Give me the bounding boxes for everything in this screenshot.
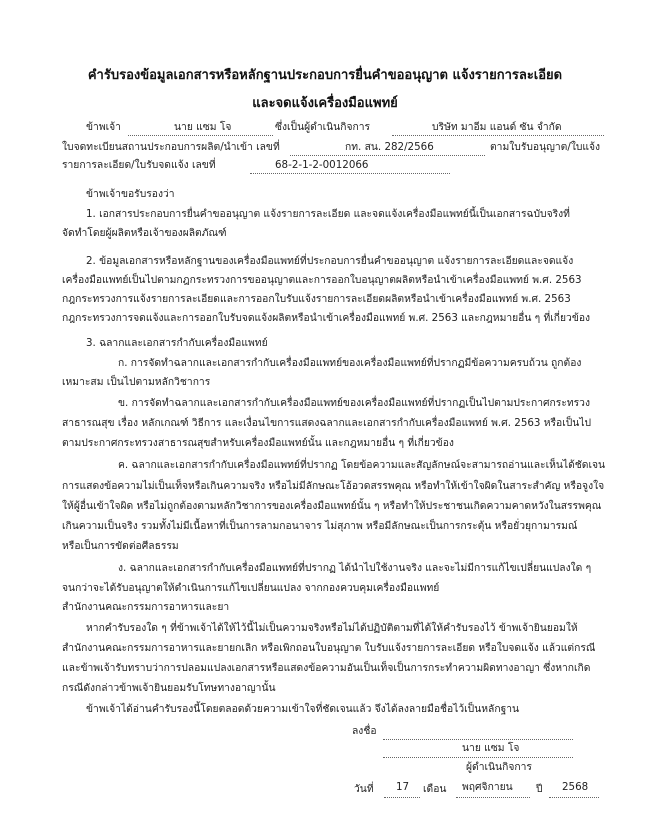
date-day: 17 bbox=[396, 781, 410, 793]
liability-line-3: และข้าพเจ้ารับทราบว่าการปลอมแปลงเอกสารหรือแสดงข้อความอันเป็นเท็จเป็นการกระทำความผิดทางอาญา ซึ่งหากเกิด bbox=[62, 662, 591, 674]
acknowledgement-line: ข้าพเจ้าได้อ่านคำรับรองนี้โดยตลอดด้วยความเข้าใจที่ชัดเจนแล้ว จึงได้ลงลายมือชื่อไว้เป็นหลักฐาน bbox=[86, 703, 520, 715]
signature-underline bbox=[383, 739, 573, 740]
item-3-heading: 3. ฉลากและเอกสารกำกับเครื่องมือแพทย์ bbox=[86, 337, 268, 349]
day-underline bbox=[384, 797, 420, 798]
liability-line-4: กรณีดังกล่าวข้าพเจ้ายินยอมรับโทษทางอาญานั้น bbox=[62, 682, 276, 694]
date-month: พฤศจิกายน bbox=[462, 781, 513, 793]
label-date: วันที่ bbox=[354, 783, 374, 795]
item-3c-line-5: หรือเป็นการขัดต่อศีลธรรม bbox=[62, 540, 179, 552]
item-2-line-3: กฎกระทรวงการแจ้งรายการละเอียดและการออกใบรับแจ้งรายการละเอียดผลิตหรือนำเข้าเครื่องมือแพทย์ พ.ศ. 2563 bbox=[62, 293, 571, 305]
name-underline bbox=[128, 135, 273, 136]
liability-line-1: หากคำรับรองใด ๆ ที่ข้าพเจ้าได้ให้ไว้นี้ไม่เป็นความจริงหรือไม่ได้ปฏิบัติตามที่ได้ให้คำรับรองไว้ ข้าพเจ้ายินยอมให้ bbox=[86, 622, 578, 634]
applicant-name: นาย แซม โจ bbox=[174, 121, 232, 133]
item-1-line-2: จัดทำโดยผู้ผลิตหรือเจ้าของผลิตภัณฑ์ bbox=[62, 227, 227, 239]
label-details: รายการละเอียด/ใบรับจดแจ้ง เลขที่ bbox=[62, 159, 216, 171]
company-underline bbox=[392, 135, 604, 136]
item-3b-line-2: สาธารณสุข เรื่อง หลักเกณฑ์ วิธีการ และเงื่อนไขการแสดงฉลากและเอกสารกำกับเครื่องมือแพทย์ พ.ศ. 2563 หรือเป็นไป bbox=[62, 417, 592, 429]
label-sign: ลงชื่อ bbox=[352, 725, 377, 737]
item-2-line-2: เครื่องมือแพทย์เป็นไปตามกฎกระทรวงการขออนุญาตและการออกใบอนุญาตผลิตหรือนำเข้าเครื่องมือแพทย์ พ.ศ. 2563 bbox=[62, 274, 582, 286]
label-license: ตามใบรับอนุญาต/ใบแจ้ง bbox=[490, 141, 601, 153]
liability-line-2: สำนักงานคณะกรรมการอาหารและยายกเลิก หรือเพิกถอนใบอนุญาต ใบรับแจ้งรายการละเอียด หรือใบจดแจ้ง แล้วแต่กรณี bbox=[62, 642, 596, 654]
item-2-line-4: กฎกระทรวงการจดแจ้งและการออกใบรับจดแจ้งผลิตหรือนำเข้าเครื่องมือแพทย์ พ.ศ. 2563 และกฎหมายอื่น ๆ ที่เกี่ยวข้อง bbox=[62, 312, 591, 324]
document-title-line-2: และจดแจ้งเครื่องมือแพทย์ bbox=[252, 96, 398, 111]
license-underline bbox=[250, 173, 450, 174]
label-year: ปี bbox=[536, 783, 543, 795]
registration-underline bbox=[290, 155, 485, 156]
date-year: 2568 bbox=[562, 781, 589, 793]
item-3a-line-2: เหมาะสม เป็นไปตามหลักวิชาการ bbox=[62, 376, 211, 388]
month-underline bbox=[456, 797, 530, 798]
item-3d-line-3: สำนักงานคณะกรรมการอาหารและยา bbox=[62, 601, 230, 613]
item-3c-line-4: เกินความเป็นจริง รวมทั้งไม่มีเนื้อหาที่เป็นการลามกอนาจาร ไม่สุภาพ หรือมีลักษณะเป็นการกระตุ้น หรือยั่วยุกามารมณ์ bbox=[62, 520, 578, 532]
item-1-line-1: 1. เอกสารประกอบการยื่นคำขออนุญาต แจ้งรายการละเอียด และจดแจ้งเครื่องมือแพทย์นี้เป็นเอกสารฉบับจริงที่ bbox=[86, 208, 570, 220]
registration-number: กท. สน. 282/2566 bbox=[345, 141, 434, 153]
license-number: 68-2-1-2-0012066 bbox=[275, 159, 369, 171]
item-3a-line-1: ก. การจัดทำฉลากและเอกสารกำกับเครื่องมือแพทย์ของเครื่องมือแพทย์ที่ปรากฏมีข้อความครบถ้วน ถูกต้อง bbox=[118, 357, 582, 369]
signer-name-underline bbox=[383, 757, 573, 758]
item-2-line-1: 2. ข้อมูลเอกสารหรือหลักฐานของเครื่องมือแพทย์ที่ประกอบการยื่นคำขออนุญาต แจ้งรายการละเอียดและจดแจ้ง bbox=[86, 255, 574, 267]
label-registration: ใบจดทะเบียนสถานประกอบการผลิต/นำเข้า เลขที่ bbox=[62, 141, 280, 153]
signer-role: ผู้ดำเนินกิจการ bbox=[466, 761, 532, 773]
item-3c-line-2: การแสดงข้อความไม่เป็นเท็จหรือเกินความจริง หรือไม่มีลักษณะโอ้อวดสรรพคุณ หรือทำให้เข้าใจผิดในสาระสำคัญ หรือจูงใจ bbox=[62, 480, 605, 492]
item-3d-line-2: จนกว่าจะได้รับอนุญาตให้ดำเนินการแก้ไขเปลี่ยนแปลง จากกองควบคุมเครื่องมือแพทย์ bbox=[62, 582, 440, 594]
item-3b-line-3: ตามประกาศกระทรวงสาธารณสุขสำหรับเครื่องมือแพทย์นั้น และกฎหมายอื่น ๆ ที่เกี่ยวข้อง bbox=[62, 437, 454, 449]
item-3c-line-1: ค. ฉลากและเอกสารกำกับเครื่องมือแพทย์ที่ปรากฏ โดยข้อความและสัญลักษณ์จะสามารถอ่านและเห็นได้ชัดเจน bbox=[118, 459, 606, 471]
certify-heading: ข้าพเจ้าขอรับรองว่า bbox=[86, 188, 175, 200]
label-operator: ซึ่งเป็นผู้ดำเนินกิจการ bbox=[275, 121, 371, 133]
company-name: บริษัท มาอีม แอนด์ ซัน จำกัด bbox=[432, 121, 562, 133]
year-underline bbox=[549, 797, 599, 798]
item-3d-line-1: ง. ฉลากและเอกสารกำกับเครื่องมือแพทย์ที่ปรากฏ ได้นำไปใช้งานจริง และจะไม่มีการแก้ไขเปลี่ยนแปลงใด ๆ bbox=[118, 562, 592, 574]
item-3b-line-1: ข. การจัดทำฉลากและเอกสารกำกับเครื่องมือแพทย์ของเครื่องมือแพทย์ที่ปรากฏเป็นไปตามประกาศกระทรวง bbox=[118, 397, 590, 409]
document-title-line-1: คำรับรองข้อมูลเอกสารหรือหลักฐานประกอบการยื่นคำขออนุญาต แจ้งรายการละเอียด bbox=[87, 68, 563, 83]
label-i: ข้าพเจ้า bbox=[86, 121, 121, 133]
signer-name: นาย แซม โจ bbox=[462, 742, 520, 754]
item-3c-line-3: ให้ผู้อื่นเข้าใจผิด หรือไม่ถูกต้องตามหลักวิชาการของเครื่องมือแพทย์นั้น ๆ หรือทำให้ประชาชนเกิดความคาดหวังในสรรพคุณ bbox=[62, 500, 602, 512]
label-month: เดือน bbox=[423, 783, 447, 795]
